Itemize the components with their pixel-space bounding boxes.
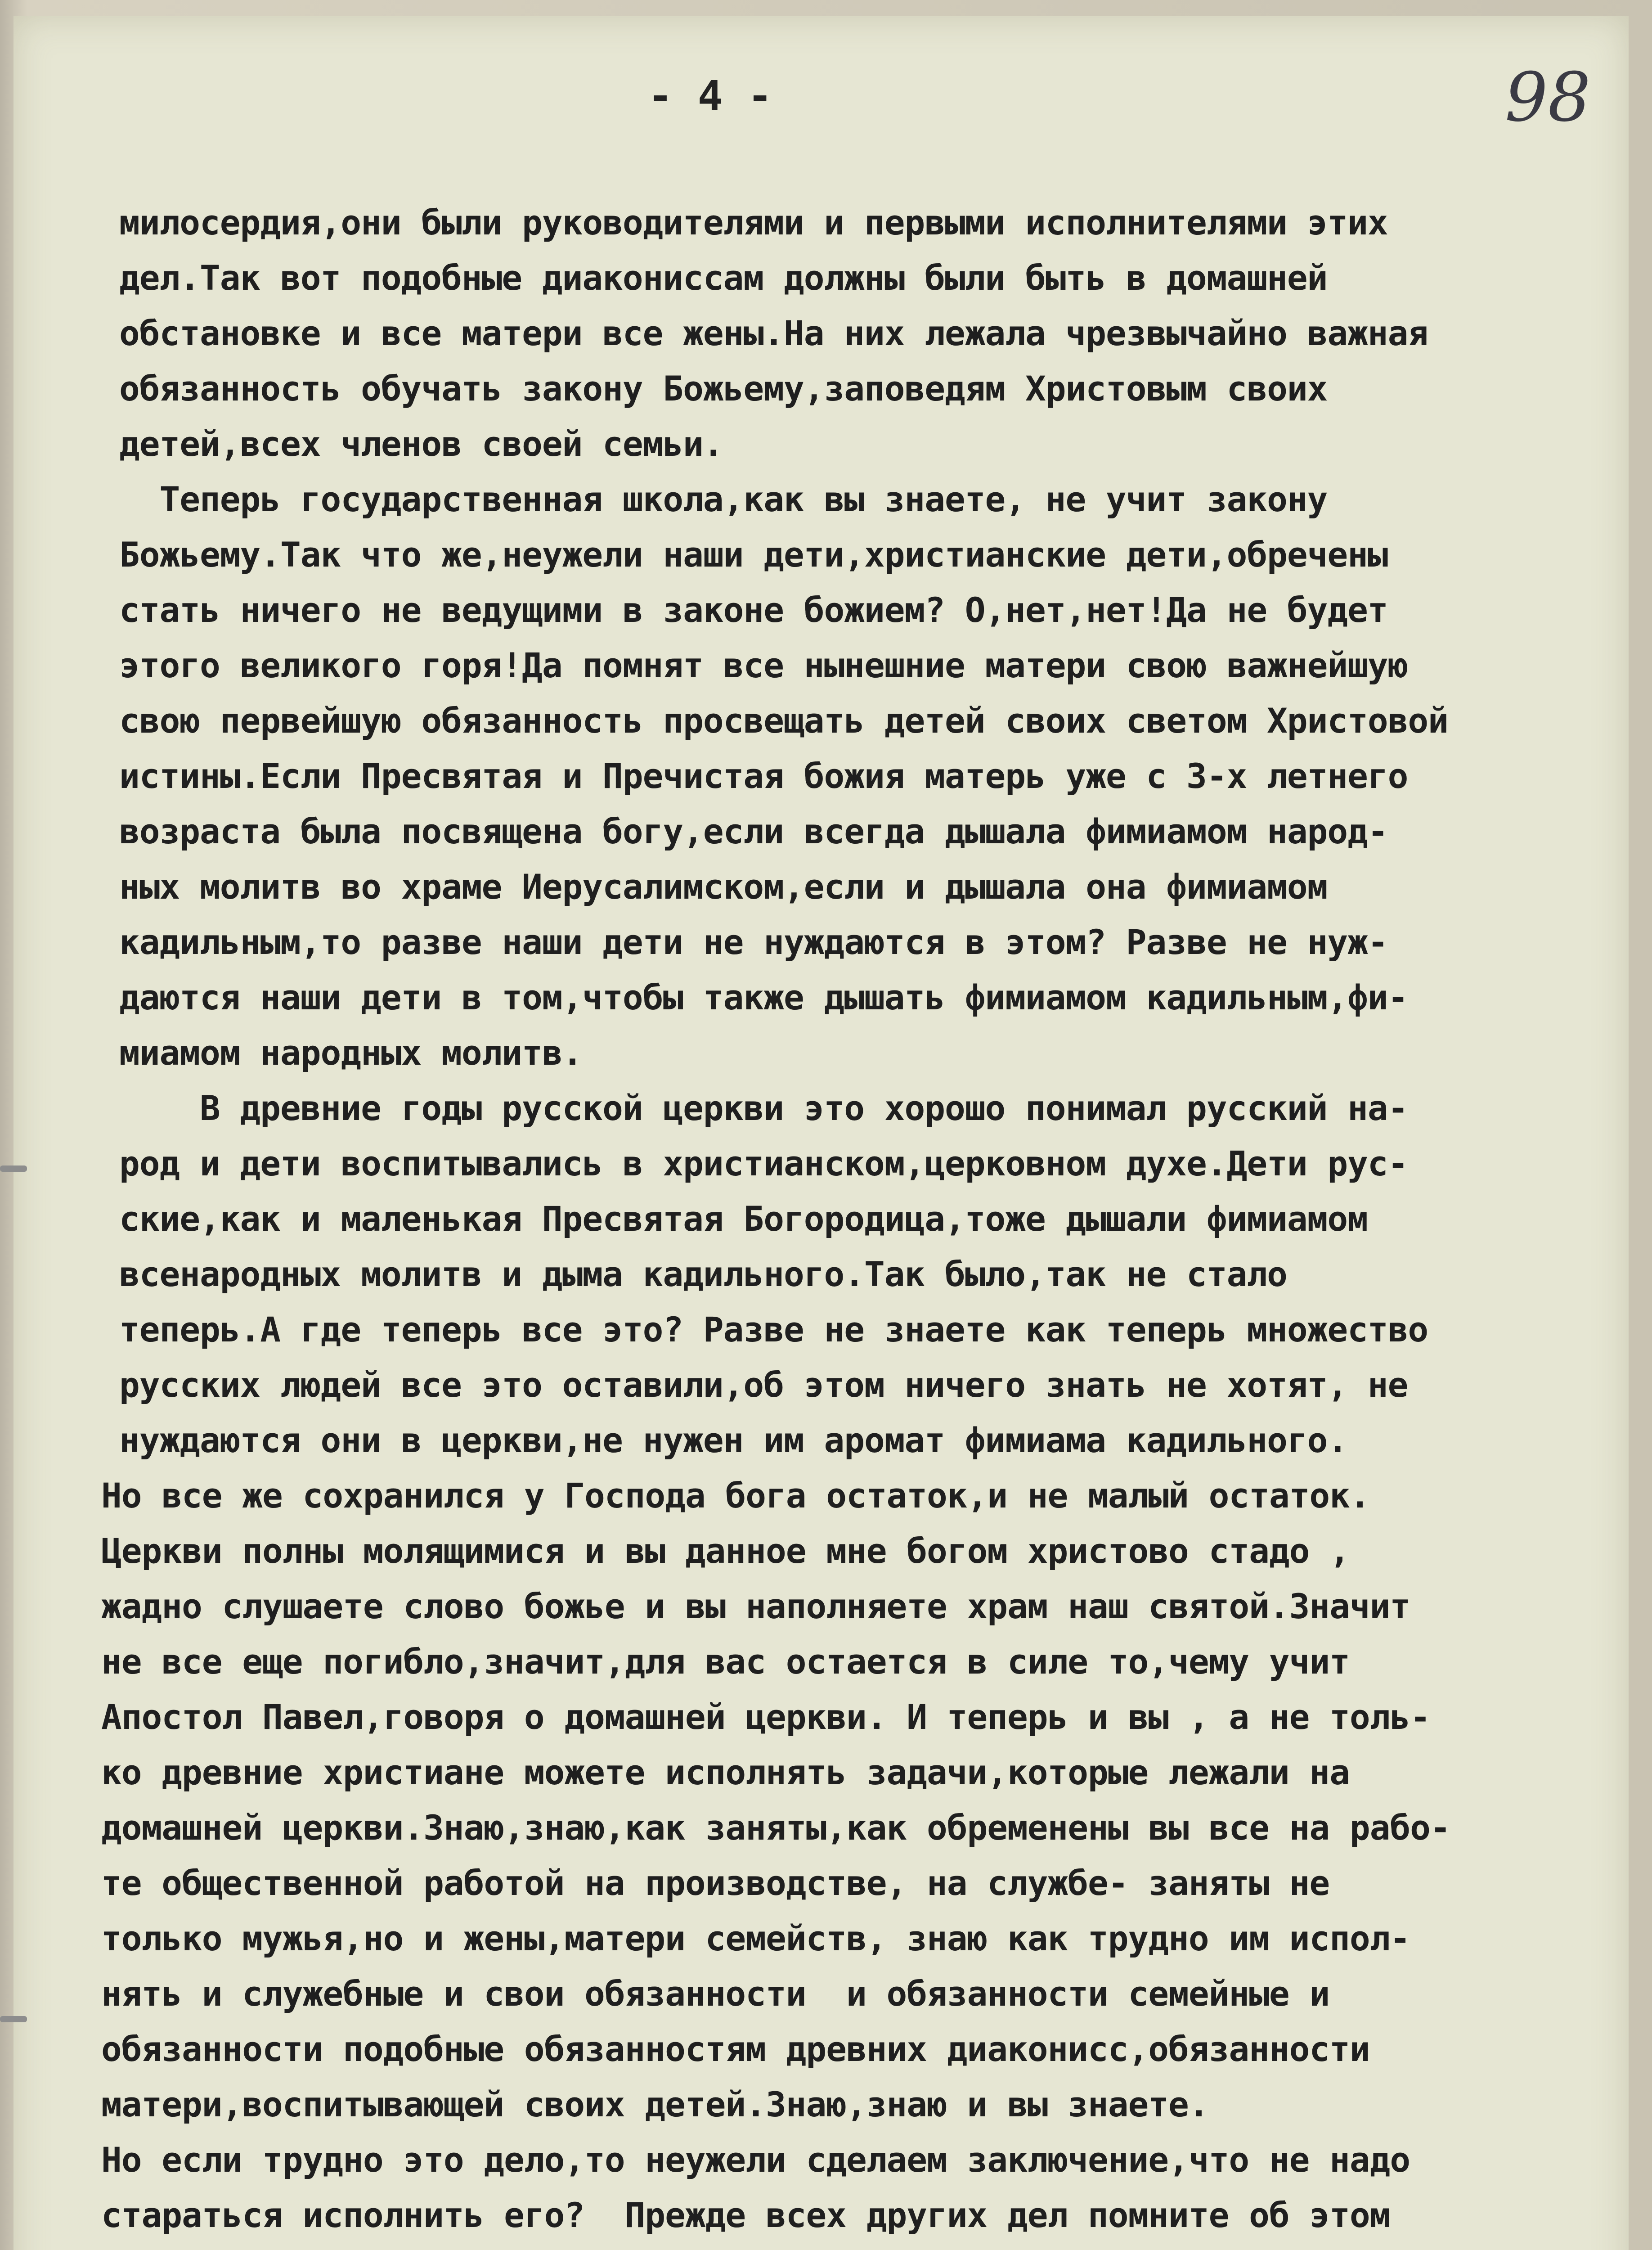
text-line: дел.Так вот подобные диакониссам должны были быть в домашней <box>119 258 1328 298</box>
archive-folio-number: 98 <box>1505 58 1591 137</box>
text-line: нять и служебные и свои обязанности и обязанности семейные и <box>101 1974 1330 2014</box>
text-line: обязанности подобные обязанностям древних диаконисс,обязанности <box>101 2029 1370 2069</box>
text-line: ных молитв во храме Иерусалимском,если и дышала она фимиамом <box>119 867 1328 907</box>
text-line: теперь.А где теперь все это? Разве не знаете как теперь множество <box>119 1310 1428 1350</box>
text-line: те общественной работой на производстве, на службе- заняты не <box>101 1863 1330 1903</box>
text-line: Церкви полны молящимися и вы данное мне богом христово стадо , <box>101 1531 1350 1571</box>
text-line: стараться исполнить его? Прежде всех других дел помните об этом <box>101 2195 1390 2235</box>
text-line: Божьему.Так что же,неужели наши дети,христианские дети,обречены <box>119 535 1388 575</box>
staple-mark <box>0 1166 27 1172</box>
text-line: стать ничего не ведущими в законе божием? О,нет,нет!Да не будет <box>119 590 1388 630</box>
text-line: нуждаются они в церкви,не нужен им аромат фимиама кадильного. <box>119 1420 1348 1460</box>
text-line: детей,всех членов своей семьи. <box>119 424 723 464</box>
text-line: обязанность обучать закону Божьему,заповедям Христовым своих <box>119 369 1328 409</box>
text-line: возраста была посвящена богу,если всегда дышала фимиамом народ- <box>119 811 1388 851</box>
text-line: кадильным,то разве наши дети не нуждаются в этом? Разве не нуж- <box>119 922 1388 962</box>
text-line: всенародных молитв и дыма кадильного.Так было,так не стало <box>119 1254 1287 1294</box>
text-line: Но все же сохранился у Господа бога остаток,и не малый остаток. <box>101 1476 1370 1516</box>
text-line: жадно слушаете слово божье и вы наполняете храм наш святой.Значит <box>101 1586 1410 1626</box>
text-line: род и дети воспитывались в христианском,церковном духе.Дети рус- <box>119 1143 1408 1184</box>
staple-mark <box>0 2016 27 2022</box>
text-line: ко древние христиане можете исполнять задачи,которые лежали на <box>101 1752 1350 1792</box>
text-line: милосердия,они были руководителями и первыми исполнителями этих <box>119 202 1388 243</box>
text-line: только мужья,но и жены,матери семейств, знаю как трудно им испол- <box>101 1918 1410 1958</box>
text-line: Теперь государственная школа,как вы знаете, не учит закону <box>119 479 1328 519</box>
text-line: истины.Если Пресвятая и Пречистая божия матерь уже с 3-х летнего <box>119 756 1408 796</box>
text-line: матери,воспитывающей своих детей.Знаю,знаю и вы знаете. <box>101 2084 1209 2124</box>
text-line: Апостол Павел,говоря о домашней церкви. И теперь и вы , а не толь- <box>101 1697 1430 1737</box>
text-line: миамом народных молитв. <box>119 1033 583 1073</box>
text-line: не все еще погибло,значит,для вас остается в силе то,чему учит <box>101 1642 1350 1682</box>
text-line: свою первейшую обязанность просвещать детей своих светом Христовой <box>119 701 1448 741</box>
page-number: - 4 - <box>648 72 772 120</box>
text-line: Но если трудно это дело,то неужели сделаем заключение,что не надо <box>101 2140 1410 2180</box>
text-line: этого великого горя!Да помнят все нынешние матери свою важнейшую <box>119 645 1408 685</box>
text-line: русских людей все это оставили,об этом ничего знать не хотят, не <box>119 1365 1408 1405</box>
text-line: ские,как и маленькая Пресвятая Богородица,тоже дышали фимиамом <box>119 1199 1368 1239</box>
text-line: В древние годы русской церкви это хорошо понимал русский на- <box>119 1088 1408 1128</box>
text-line: домашней церкви.Знаю,знаю,как заняты,как обременены вы все на рабо- <box>101 1808 1450 1848</box>
text-line: обстановке и все матери все жены.На них лежала чрезвычайно важная <box>119 313 1428 353</box>
text-line: даются наши дети в том,чтобы также дышать фимиамом кадильным,фи- <box>119 977 1408 1017</box>
